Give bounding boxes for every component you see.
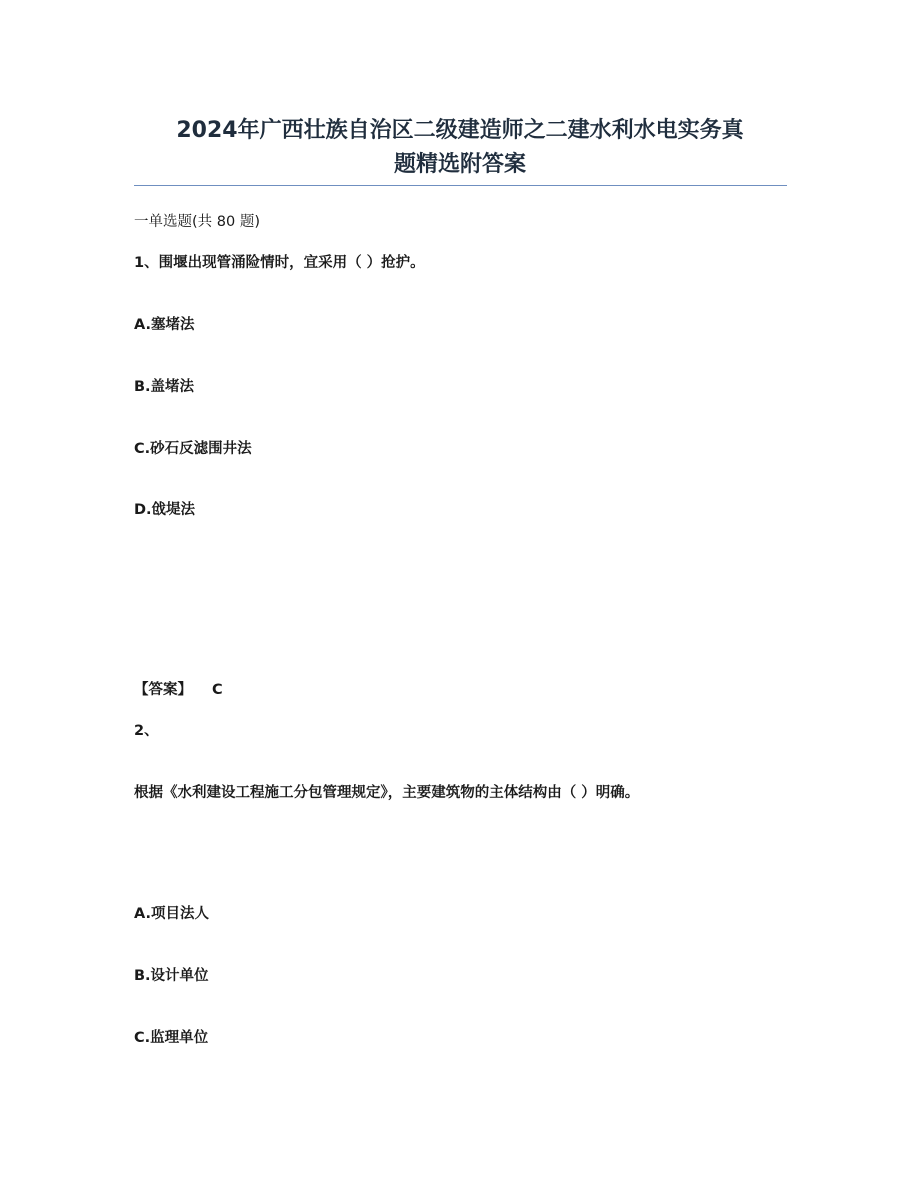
question-1-stem: 1、围堰出现管涌险情时，宜采用（ ）抢护。 <box>134 255 425 271</box>
question-1-answer <box>134 680 223 700</box>
question-2-stem: 根据《水利建设工程施工分包管理规定》，主要建筑物的主体结构由（ ）明确。 <box>134 785 640 801</box>
document-title <box>134 114 786 182</box>
question-2-option-b: B.设计单位 <box>134 968 209 984</box>
question-2-option-a: A.项目法人 <box>134 906 209 922</box>
question-1-option-a: A.塞堵法 <box>134 317 195 333</box>
question-1-option-c: C.砂石反滤围井法 <box>134 441 252 457</box>
question-1-option-d: D.戗堤法 <box>134 502 196 518</box>
answer-label: 【答案】 <box>134 682 192 698</box>
title-line-1: 2024年广西壮族自治区二级建造师之二建水利水电实务真 <box>176 118 744 143</box>
question-2-number: 2、 <box>134 723 159 739</box>
question-1-option-b: B.盖堵法 <box>134 379 195 395</box>
title-line-2: 题精选附答案 <box>393 152 526 177</box>
answer-value: C <box>212 682 223 698</box>
question-2-option-c: C.监理单位 <box>134 1030 209 1046</box>
title-divider <box>134 185 787 186</box>
section-label: 一单选题(共 80 题) <box>134 214 260 230</box>
